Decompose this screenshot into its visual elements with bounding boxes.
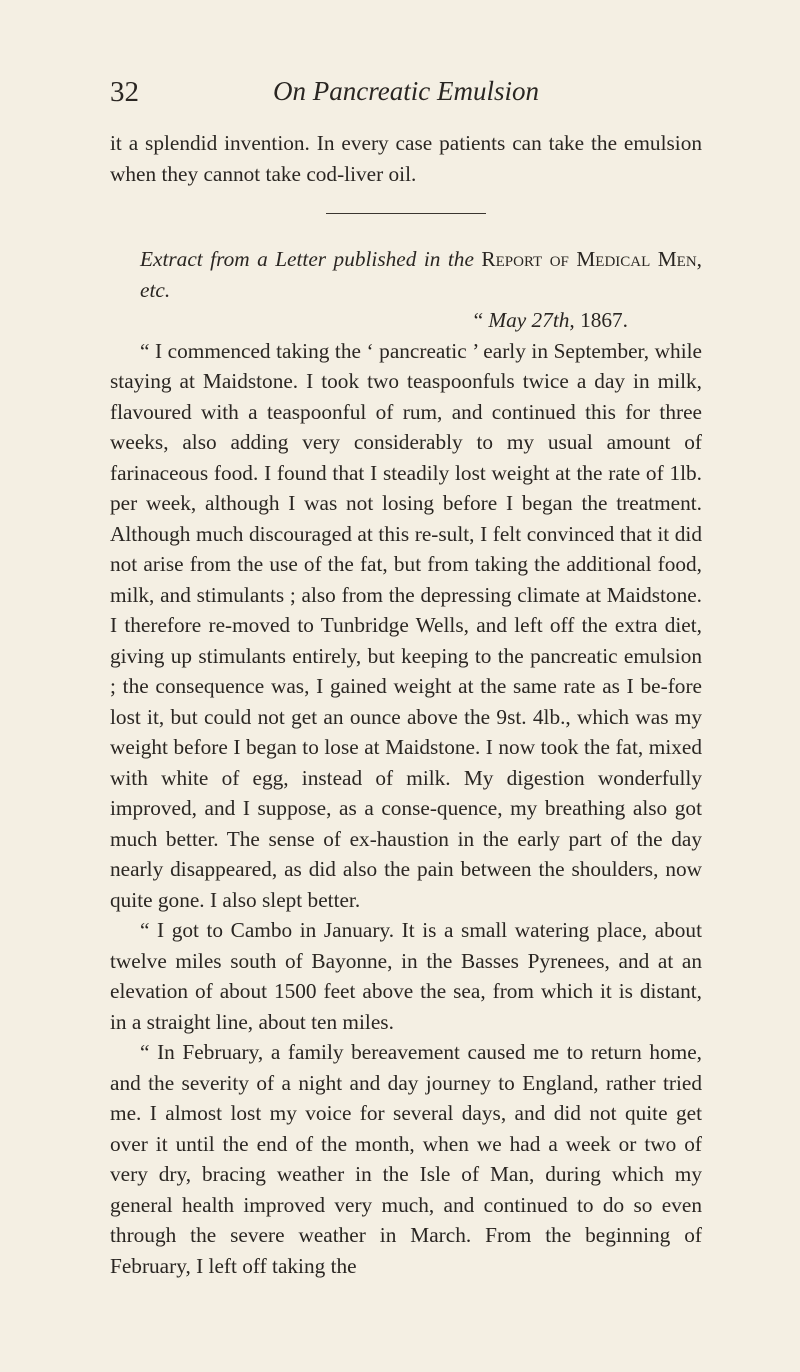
section-divider [326, 213, 486, 214]
letter-date [110, 305, 702, 336]
letter-paragraph: “ I got to Cambo in January. It is a small watering place, about twelve miles south of Bayonne, in the Basses Pyrenees, and at an elevation of about 1500 feet above the sea, from which it is distant, in a straight line, about ten miles. [110, 918, 702, 1034]
opening-paragraph: it a splendid invention. In every case patients can take the emulsion when they cannot take cod-liver oil. [110, 131, 702, 186]
letter-paragraph: “ In February, a family bereavement caused me to return home, and the severity of a night and day journey to England, rather tried me. I almost lost my voice for several days, and did not quite get over it until the end of the month, when we had a week or two of very dry, bracing weather in the Isle of Man, during which my general health improved very much, and continued to do so even through the severe weather in March. From the beginning of February, I left off taking the [110, 1040, 702, 1278]
extract-heading-etc: etc. [140, 277, 171, 302]
date-year: 1867. [580, 308, 628, 332]
extract-heading-italic: Extract from a Letter published in the [140, 247, 474, 271]
extract-heading [110, 244, 702, 305]
page-number: 32 [110, 76, 139, 108]
running-title: On Pancreatic Emulsion [273, 76, 539, 106]
letter-paragraph: “ I commenced taking the ‘ pancreatic ’ early in September, while staying at Maidstone. I took two teaspoonfuls twice a day in milk, flavoured with a teaspoonful of rum, and continued this for three weeks, also adding very considerably to my usual amount of farinaceous food. I found that I steadily lost weight at the rate of 1lb. per week, although I was not losing before I began the treatment. Although much discouraged at this re-sult, I felt convinced that it did not arise from the use of the fat, but from taking the additional food, milk, and stimulants ; also from the depressing climate at Maidstone. I therefore re-moved to Tunbridge Wells, and left off the extra diet, giving up stimulants entirely, but keeping to the pancreatic emulsion ; the consequence was, I gained weight at the same rate as I be-fore lost it, but could not get an ounce above the 9st. 4lb., which was my weight before I began to lose at Maidstone. I now took the fat, mixed with white of egg, instead of milk. My digestion wonderfully improved, and I suppose, as a conse-quence, my breathing also got much better. The sense of ex-haustion in the early part of the day nearly disappeared, as did also the pain between the shoulders, now quite gone. I also slept better. [110, 338, 702, 912]
body-text [110, 128, 702, 1281]
running-head [110, 76, 702, 116]
extract-heading-source: Report of Medical Men, [481, 247, 703, 271]
date-month-day: May 27th, [488, 308, 575, 332]
date-open-quote: “ [473, 308, 484, 332]
